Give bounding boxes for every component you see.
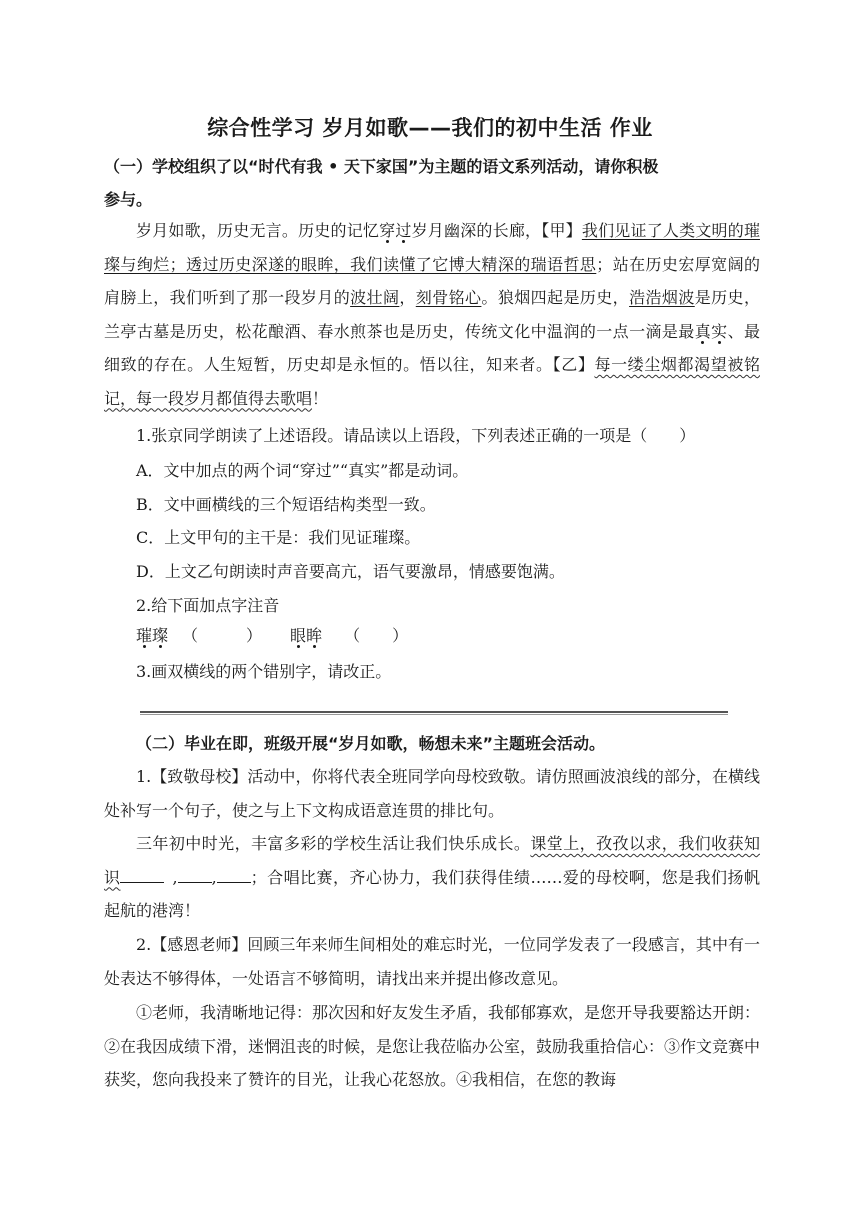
passage-text: ！ <box>312 388 329 408</box>
passage-text: 岁月如歌，历史无言。历史的记忆 <box>136 221 380 240</box>
section2-question-1-intro: 1.【致敬母校】活动中，你将代表全班同学向母校致敬。请仿照画波浪线的部分，在横线处补写一个句子，使之与上下文构成语意连贯的排比句。 <box>104 767 760 820</box>
underlined-phrase: 刻骨铭心 <box>415 288 482 307</box>
underlined-phrase: 浩浩烟波 <box>629 288 695 307</box>
wavy-underlined-model-sentence: 课堂上，孜孜以求，我们收获知识 <box>104 834 760 887</box>
section1-heading <box>104 150 764 216</box>
underlined-phrase-jia: 我们见证了人类文明的璀璨与绚烂；透过历史深遂的眼眸，我们读懂了它博大精深的瑞语哲思 <box>104 221 760 274</box>
answer-blank[interactable] <box>178 864 212 883</box>
option-b: B．文中画横线的三个短语结构类型一致。 <box>136 495 436 514</box>
dotted-char: 璀 <box>136 626 153 645</box>
question-1: 1.张京同学朗读了上述语段。请品读以上语段，下列表述正确的一项是（ ） <box>136 426 696 445</box>
passage-text: 三年初中时光，丰富多彩的学校生活让我们快乐成长。 <box>136 834 531 853</box>
passage-text: 岁月幽深的长廊，【甲】 <box>411 221 582 240</box>
option-c: C．上文甲句的主干是：我们见证璀璨。 <box>136 528 421 547</box>
question-2-items <box>136 620 792 652</box>
passage-text: ；合唱比赛，齐心协力，我们获得佳绩……爱的母校啊，您是我们扬帆起航的港湾！ <box>104 867 760 920</box>
dotted-char: 实 <box>711 321 728 341</box>
passage-text: 是历史，兰亭古墓是历史，松花酿酒、春水煎茶也是历史，传统文化中温润的一点一滴是最 <box>104 288 760 341</box>
dotted-char: 过 <box>395 221 412 240</box>
dotted-char: 眸 <box>306 626 323 645</box>
passage-text: ， <box>399 288 416 307</box>
comma: , <box>211 867 217 887</box>
section2-question-2-text: ①老师，我清晰地记得：那次因和好友发生矛盾，我郁郁寡欢，是您开导我要豁达开朗：②在我因成绩下滑，迷惘沮丧的时候，是您让我莅临办公室，鼓励我重拾信心：③作文竞赛中获奖，您向我投来了赞许的目光，让我心花怒放。④我相信，在您的教诲 <box>104 1003 761 1089</box>
section1-heading-line2: 参与。 <box>104 190 153 209</box>
section1-heading-line1: （一）学校组织了以“时代有我 • 天下家国”为主题的语文系列活动，请你积极 <box>104 157 659 176</box>
dotted-char: 眼 <box>290 626 307 645</box>
passage-text: ；站在历史宏厚宽阔的肩膀上，我们听到了那一段岁月的 <box>104 254 760 307</box>
comma: , <box>172 867 178 887</box>
option-a: A．文中加点的两个词“穿过”“真实”都是动词。 <box>136 461 469 480</box>
question-3: 3.画双横线的两个错别字，请改正。 <box>136 662 392 681</box>
question-2: 2.给下面加点字注音 <box>136 596 280 615</box>
dotted-char: 璨 <box>152 626 169 645</box>
section-divider <box>140 711 728 715</box>
dotted-char: 真 <box>694 321 712 341</box>
pinyin-answer-blank[interactable]: （ ） <box>182 626 263 645</box>
passage-text: 、最细致的存在。人生短暂，历史却是永恒的。悟以往，知来者。【乙】 <box>104 321 760 374</box>
section1-passage <box>104 214 760 415</box>
pinyin-answer-blank[interactable]: （ ） <box>344 626 409 645</box>
section2-question-1-passage <box>104 827 760 928</box>
wavy-underlined-sentence-yi: 每一缕尘烟都渴望被铭记，每一段岁月都值得去歌唱 <box>104 355 760 408</box>
underlined-phrase: 波壮阔 <box>350 288 400 307</box>
section2-heading: （二）毕业在即，班级开展“岁月如歌，畅想未来”主题班会活动。 <box>136 734 606 753</box>
answer-blank[interactable] <box>217 864 251 883</box>
page-title: 综合性学习 岁月如歌——我们的初中生活 作业 <box>207 116 653 140</box>
option-d: D．上文乙句朗读时声音要高亢，语气要激昂，情感要饱满。 <box>136 562 565 581</box>
passage-text: 。狼烟四起是历史， <box>481 288 630 307</box>
dotted-char: 穿 <box>379 221 396 240</box>
answer-blank[interactable] <box>120 864 164 883</box>
section2-question-2-intro: 2.【感恩老师】回顾三年来师生间相处的难忘时光，一位同学发表了一段感言，其中有一处表达不够得体，一处语言不够简明，请找出来并提出修改意见。 <box>104 935 760 988</box>
